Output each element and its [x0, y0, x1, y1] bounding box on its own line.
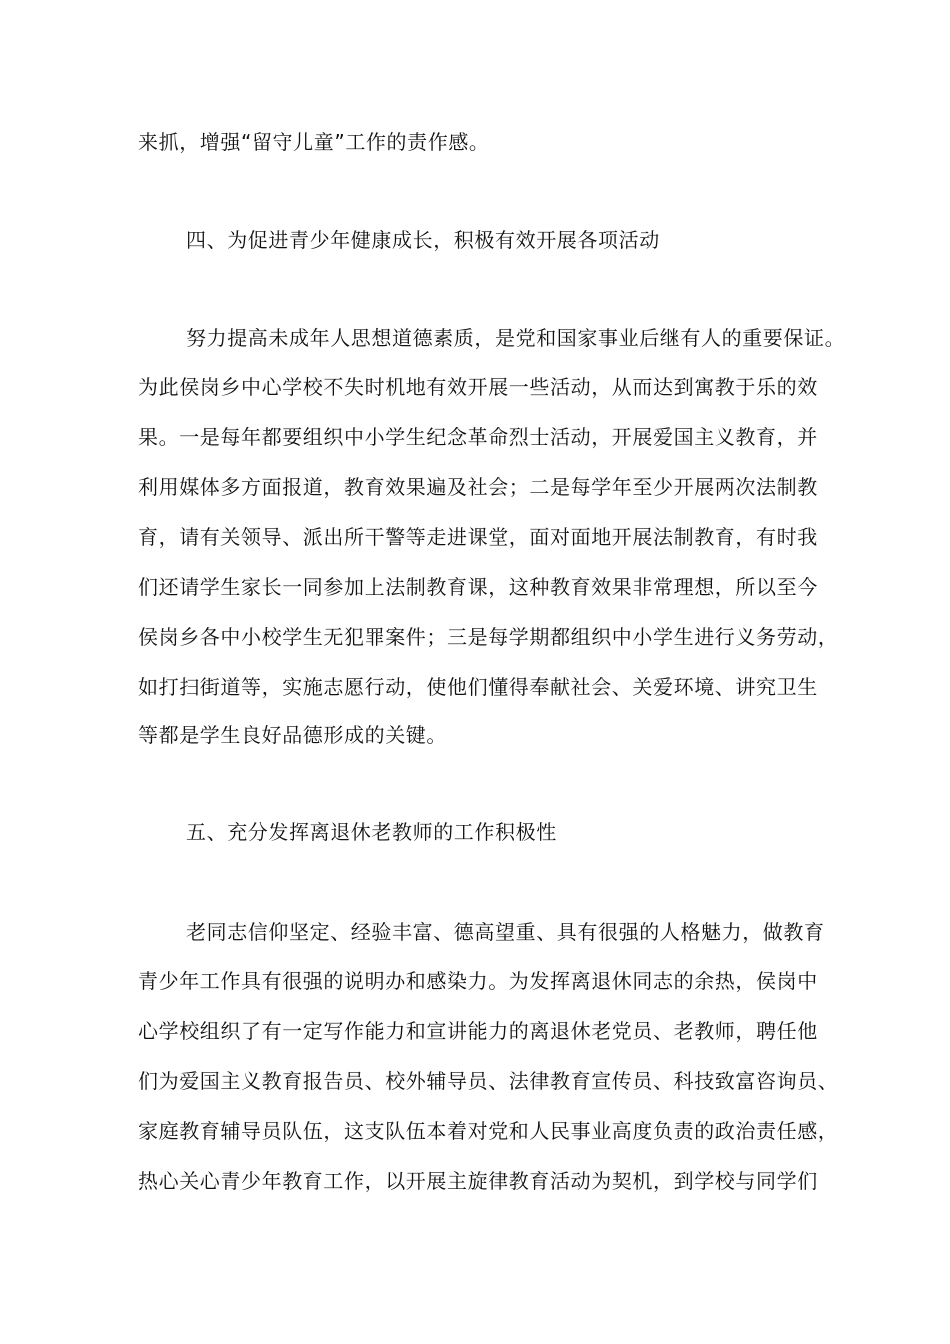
paragraph-line: 侯岗乡各中小校学生无犯罪案件；三是每学期都组织中小学生进行义务劳动， [138, 625, 839, 649]
paragraph-line: 心学校组织了有一定写作能力和宣讲能力的离退休老党员、老教师，聘任他 [138, 1019, 818, 1043]
paragraph-line: 利用媒体多方面报道，教育效果遍及社会；二是每学年至少开展两次法制教 [138, 475, 818, 499]
paragraph-line: 努力提高未成年人思想道德素质，是党和国家事业后继有人的重要保证。 [186, 326, 846, 350]
section-heading: 四、为促进青少年健康成长，积极有效开展各项活动 [186, 228, 660, 252]
paragraph-line: 热心关心青少年教育工作，以开展主旋律教育活动为契机，到学校与同学们 [138, 1169, 818, 1193]
paragraph-line: 家庭教育辅导员队伍，这支队伍本着对党和人民事业高度负责的政治责任感， [138, 1119, 839, 1143]
paragraph-line: 果。一是每年都要组织中小学生纪念革命烈士活动，开展爱国主义教育，并 [138, 425, 818, 449]
paragraph-line: 们为爱国主义教育报告员、校外辅导员、法律教育宣传员、科技致富咨询员、 [138, 1069, 839, 1093]
section-heading: 五、充分发挥离退休老教师的工作积极性 [186, 820, 557, 844]
paragraph-line: 青少年工作具有很强的说明办和感染力。为发挥离退休同志的余热，侯岗中 [138, 969, 818, 993]
paragraph-line: 等都是学生良好品德形成的关键。 [138, 723, 447, 747]
paragraph-line: 育，请有关领导、派出所干警等走进课堂，面对面地开展法制教育，有时我 [138, 525, 818, 549]
paragraph-line: 为此侯岗乡中心学校不失时机地有效开展一些活动，从而达到寓教于乐的效 [138, 375, 818, 399]
paragraph-line: 来抓，增强“留守儿童”工作的责作感。 [138, 130, 490, 154]
paragraph-line: 如打扫街道等，实施志愿行动，使他们懂得奉献社会、关爱环境、讲究卫生 [138, 675, 818, 699]
paragraph-line: 老同志信仰坚定、经验丰富、德高望重、具有很强的人格魅力，做教育 [186, 920, 825, 944]
paragraph-line: 们还请学生家长一同参加上法制教育课，这种教育效果非常理想，所以至今 [138, 575, 818, 599]
